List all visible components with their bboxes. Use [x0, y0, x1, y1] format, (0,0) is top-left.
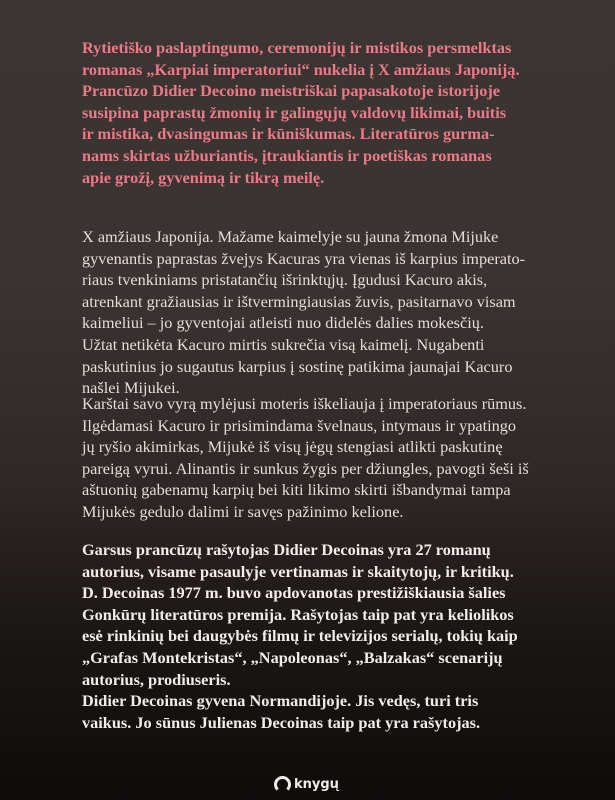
text-line: našlei Mijukei. [82, 378, 180, 398]
text-line: esė rinkinių bei daugybės filmų ir televizijos serialų, tokių kaip [82, 626, 518, 646]
text-line: ir mistika, dvasingumas ir kūniškumas. Literatūros gurma- [82, 124, 495, 144]
text-line: romanas „Karpiai imperatoriui“ nukelia į X amžiaus Japoniją. [82, 59, 520, 79]
logo-text: knygų [294, 777, 339, 792]
text-line: atrenkant gražiausias ir ištvermingiausias žuvis, pasitarnavo visam [82, 291, 516, 311]
text-line: autorius, visame pasaulyje vertinamas ir skaitytojų, ir kritikų. [82, 561, 514, 581]
text-line: Užtat netikėta Kacuro mirtis sukrečia visą kaimelį. Nugabenti [82, 334, 485, 354]
text-line: Rytietiško paslaptingumo, ceremonijų ir mistikos persmelktas [82, 38, 512, 57]
text-line: „Grafas Montekristas“, „Napoleonas“, „Balzakas“ scenarijų [82, 647, 503, 667]
text-line: apie grožį, gyvenimą ir tikrą meilę. [82, 167, 325, 187]
intro-paragraph [82, 37, 552, 188]
text-line: Karštai savo vyrą mylėjusi moteris iškeliauja į imperatoriaus rūmus. [82, 394, 527, 413]
text-line: vaikus. Jo sūnus Julienas Decoinas taip pat yra rašytojas. [82, 712, 481, 732]
text-line: susipina paprastų žmonių ir galingųjų valdovų likimai, buitis [82, 102, 507, 122]
text-line: riaus tvenkiniams pristatančių išrinktųjų. Įgudusi Kacuro akis, [82, 270, 488, 290]
synopsis-paragraph-2 [82, 393, 552, 523]
logo-icon [274, 776, 291, 793]
text-line: paskutinius jo sugautus karpius į sostinę patikima jaunajai Kacuro [82, 356, 513, 376]
text-line: X amžiaus Japonija. Mažame kaimelyje su jauna žmona Mijuke [82, 227, 499, 246]
text-line: aštuonių gabenamų karpių bei kiti likimo skirti išbandymai tampa [82, 480, 511, 500]
text-line: Mijukės gedulo dalimi ir savęs pažinimo kelione. [82, 501, 404, 521]
text-line: pareigą vyrui. Alinantis ir sunkus žygis per džiungles, pavogti šeši iš [82, 458, 529, 478]
text-line: Didier Decoinas gyvena Normandijoje. Jis vedęs, turi tris [82, 691, 479, 711]
text-line: Gonkūrų literatūros premija. Rašytojas taip pat yra keliolikos [82, 604, 514, 624]
text-line: Ilgėdamasi Kacuro ir prisimindama švelnaus, intymaus ir ypatingo [82, 415, 517, 435]
text-line: D. Decoinas 1977 m. buvo apdovanotas prestižiškiausia šalies [82, 583, 506, 603]
text-line: gyvenantis paprastas žvejys Kacuras yra vienas iš karpius imperato- [82, 248, 526, 268]
text-line: Garsus prancūzų rašytojas Didier Decoinas yra 27 romanų [82, 540, 491, 559]
text-line: autorius, prodiuseris. [82, 669, 231, 689]
text-line: Prancūzo Didier Decoino meistriškai papasakotoje istorijoje [82, 81, 500, 101]
author-bio-paragraph [82, 539, 552, 733]
text-line: nams skirtas užburiantis, įtraukiantis ir poetiškas romanas [82, 145, 492, 165]
publisher-logo [274, 776, 339, 793]
synopsis-paragraph-1 [82, 226, 552, 399]
text-line: kaimeliui – jo gyventojai atleisti nuo didelės dalies mokesčių. [82, 313, 484, 333]
text-line: jų ryšio akimirkas, Mijukė iš visų jėgų stengiasi atlikti paskutinę [82, 437, 503, 457]
